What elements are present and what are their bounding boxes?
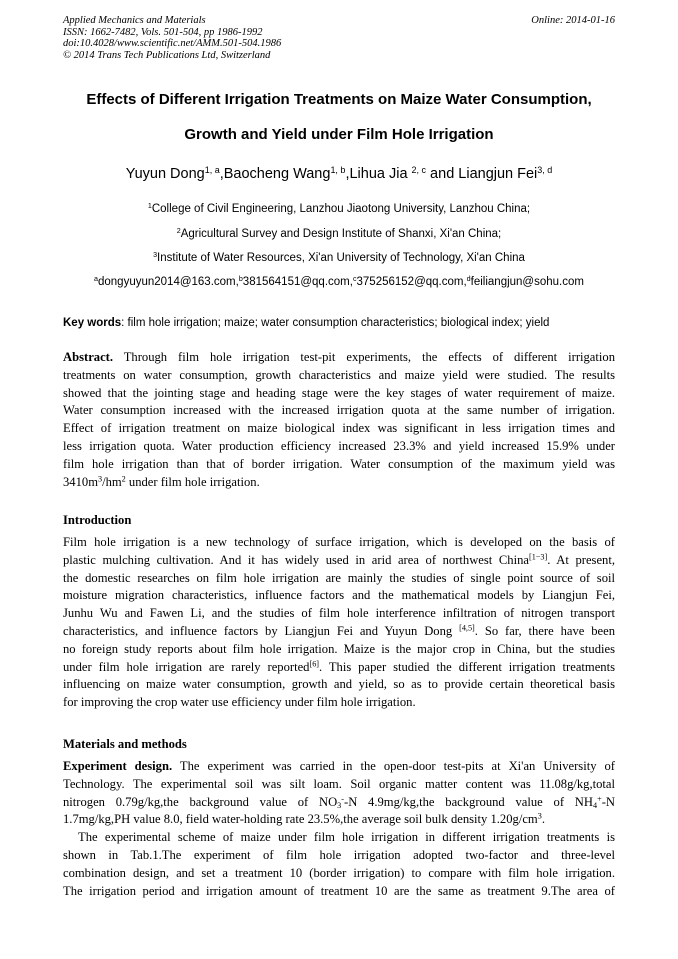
email-mark: c <box>352 275 357 284</box>
affiliation-mark: 3 <box>153 251 158 260</box>
text-run: . This paper studied the different irrigation treatments <box>319 659 615 674</box>
superscript: + <box>597 794 602 804</box>
text-run: The experiment was carried in the open-door test-pits at Xi'an University of <box>172 759 615 773</box>
copyright-line: © 2014 Trans Tech Publications Ltd, Switzerland <box>63 49 271 61</box>
superscript: 2 <box>121 474 126 484</box>
email-mark: b <box>238 275 243 284</box>
paper-title-line-1: Effects of Different Irrigation Treatments on Maize Water Consumption, <box>86 91 592 108</box>
keywords <box>63 317 615 329</box>
text-line <box>63 758 615 776</box>
author-emails <box>40 276 638 288</box>
author-list <box>40 166 638 182</box>
affiliation-text: Agricultural Survey and Design Institute of Shanxi, Xi'an China; <box>180 228 502 240</box>
text-line <box>63 474 615 492</box>
text-run: 1.7mg/kg,PH value 8.0, field water-holding rate 23.5%,the average soil bulk density 1.20g/cm <box>63 812 538 827</box>
text-line: shown in Tab.1.The experiment of film hole irrigation adopted two-factor and three-level <box>63 847 615 862</box>
text-run: -N 4.9mg/kg,the background value of NH <box>344 794 593 809</box>
citation: [6] <box>309 659 320 669</box>
citation: [1−3] <box>528 552 548 562</box>
text-line: Effect of irrigation treatment on maize biological index was significant in less irrigation times and <box>63 421 615 436</box>
section-heading-materials-methods: Materials and methods <box>63 737 187 751</box>
author-separator: , <box>345 166 350 182</box>
keywords-label: Key words <box>63 317 122 329</box>
affiliation-mark: 2 <box>176 227 181 236</box>
affiliation-1 <box>40 203 638 215</box>
text-line: moisture migration characteristics, influence factors and the mathematical models by Liangjun Fei, <box>63 588 615 603</box>
abstract-paragraph <box>63 349 615 491</box>
superscript: 3 <box>97 474 103 484</box>
text-line: The experimental scheme of maize under film hole irrigation in different irrigation treatments is <box>78 830 615 845</box>
author-separator: and <box>426 166 459 182</box>
subscript: 4 <box>592 800 598 810</box>
subsection-label: Experiment design. <box>63 759 173 773</box>
text-line: The irrigation period and irrigation amount of treatment 10 are the same as treatment 9.The area of <box>63 883 615 898</box>
superscript: 3 <box>537 811 542 821</box>
text-line: influencing on maize water consumption, growth and yield, so as to provide certain theoretical basis <box>63 677 615 692</box>
author-affiliation-mark: 1, b <box>330 165 346 176</box>
email-address: dongyuyun2014@163.com, <box>97 276 239 288</box>
affiliation-mark: 1 <box>147 202 152 211</box>
text-run: characteristics, and influence factors by Liangjun Fei and Yuyun Dong <box>63 623 460 638</box>
email-address: feiliangjun@sohu.com <box>470 276 584 288</box>
author-affiliation-mark: 3, d <box>537 165 553 176</box>
text-line: showed that the jointing stage and heading stage were the key stages of water requirement of maize. <box>63 385 615 400</box>
text-run: . At present, <box>547 552 615 567</box>
email-address: 375256152@qq.com, <box>356 276 467 288</box>
journal-name: Applied Mechanics and Materials <box>63 15 206 26</box>
text-line <box>63 623 615 641</box>
text-line <box>63 659 615 677</box>
text-line: combination design, and set a treatment 10 (border irrigation) to compare with film hole irrigation. <box>63 865 615 880</box>
text-run: nitrogen 0.79g/kg,the background value of NO <box>63 794 338 809</box>
subscript: 3 <box>337 800 342 810</box>
superscript: - <box>341 794 344 804</box>
author-affiliation-mark: 2, c <box>411 165 427 176</box>
text-line: treatments on water consumption, growth characteristics and maize yield were studied. The results <box>63 367 615 382</box>
author-affiliation-mark: 1, a <box>204 165 220 176</box>
online-date: Online: 2014-01-16 <box>531 15 615 26</box>
doi-line: doi:10.4028/www.scientific.net/AMM.501-504.1986 <box>63 38 282 49</box>
email-mark: d <box>466 275 471 284</box>
author-name: Yuyun Dong <box>125 166 205 182</box>
text-run: . So far, there have been <box>474 623 615 638</box>
text-run: -N <box>601 794 615 809</box>
affiliation-2 <box>40 228 638 240</box>
author-name: Baocheng Wang <box>223 166 331 182</box>
email-address: 381564151@qq.com, <box>242 276 353 288</box>
text-run: . <box>541 812 545 827</box>
journal-metadata <box>63 15 281 61</box>
introduction-paragraph <box>63 534 615 712</box>
citation: [4,5] <box>459 623 475 633</box>
text-line: film hole irrigation than that of border irrigation. Water consumption of the maximum yield was <box>63 456 615 471</box>
text-run: plastic mulching cultivation. And it has widely used in arid area of northwest China <box>63 552 529 567</box>
text-line: Junhu Wu and Fawen Li, and the studies of film hole interference infiltration of nitrogen transport <box>63 606 615 621</box>
text-run: /hm <box>102 474 122 489</box>
author-name: Liangjun Fei <box>458 166 538 182</box>
abstract-label: Abstract. <box>63 350 114 364</box>
text-line: Technology. The experimental soil was silt loam. Soil organic matter content was 11.08g/kg,total <box>63 776 615 791</box>
keywords-text: : film hole irrigation; maize; water consumption characteristics; biological index; yield <box>121 317 550 329</box>
text-run: Through film hole irrigation test-pit experiments, the effects of different irrigation <box>113 350 615 364</box>
affiliation-3 <box>40 252 638 264</box>
section-heading-introduction: Introduction <box>63 513 132 527</box>
text-line: the domestic researches on film hole irrigation are mainly the studies of single point source of soil <box>63 570 615 585</box>
text-line: no foreign study reports about film hole irrigation. Maize is the major crop in China, but the studies <box>63 641 615 656</box>
text-line <box>63 794 615 812</box>
affiliation-text: College of Civil Engineering, Lanzhou Jiaotong University, Lanzhou China; <box>151 203 531 215</box>
text-run: under film hole irrigation are rarely reported <box>63 659 310 674</box>
text-line <box>63 811 615 829</box>
text-line: for improving the crop water use efficiency under film hole irrigation. <box>63 695 416 710</box>
text-line: less irrigation quota. Water production efficiency increased 23.3% and yield increased 15.9% under <box>63 438 615 453</box>
paper-title-line-2: Growth and Yield under Film Hole Irrigation <box>184 126 494 143</box>
author-separator: , <box>219 166 224 182</box>
text-line <box>63 552 615 570</box>
text-run: under film hole irrigation. <box>125 474 260 489</box>
text-line: Water consumption increased with the increased irrigation quota at the same number of irrigation. <box>63 403 615 418</box>
text-line: Film hole irrigation is a new technology of surface irrigation, which is developed on the basis of <box>63 535 615 549</box>
issn-line: ISSN: 1662-7482, Vols. 501-504, pp 1986-1992 <box>63 26 263 38</box>
affiliation-text: Institute of Water Resources, Xi'an University of Technology, Xi'an China <box>157 252 525 264</box>
text-line <box>63 349 615 367</box>
text-run: 3410m <box>63 474 98 489</box>
author-name: Lihua Jia <box>349 166 412 182</box>
email-mark: a <box>94 275 98 284</box>
methods-paragraph <box>63 758 615 900</box>
